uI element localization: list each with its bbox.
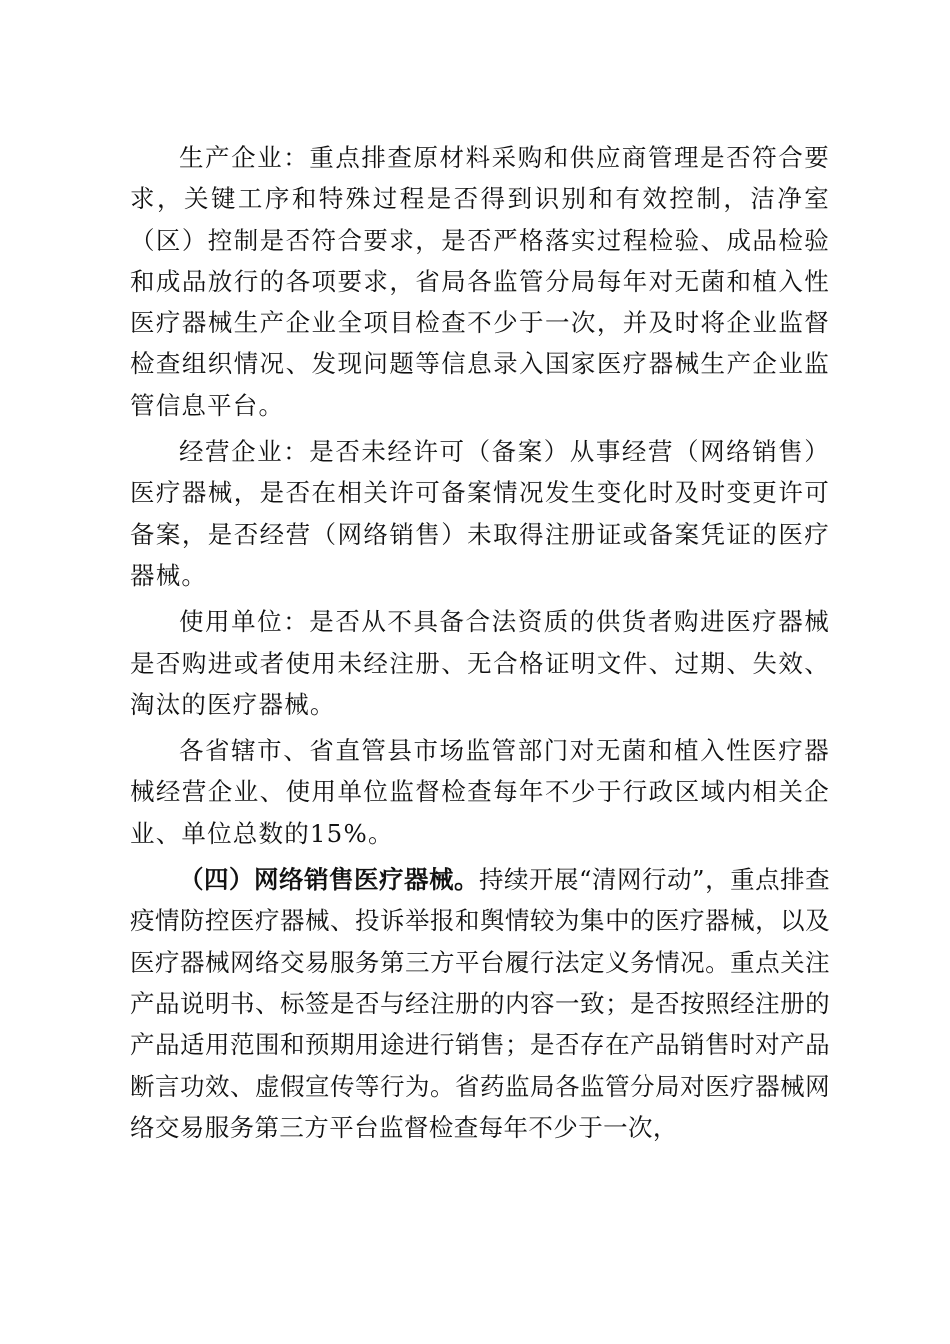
- paragraph-user-units: 使用单位：是否从不具备合法资质的供货者购进医疗器械是否购进或者使用未经注册、无合格证明文件、过期、失效、淘汰的医疗器械。: [130, 607, 830, 719]
- online-sales-text: 持续开展“清网行动”，重点排查疫情防控医疗器械、投诉举报和舆情较为集中的医疗器械，以及医疗器械网络交易服务第三方平台履行法定义务情况。重点关注产品说明书、标签是否与经注册的内容一致；是否按照经注册的产品适用范围和预期用途进行销售；是否存在产品销售时对产品断言功效、虚假宣传等行为。省药监局各监管分局对医疗器械网络交易服务第三方平台监督检查每年不少于一次，: [130, 865, 830, 1142]
- section-heading-online-sales: （四）网络销售医疗器械。: [179, 865, 480, 895]
- paragraph-production-enterprises: 生产企业：重点排查原材料采购和供应商管理是否符合要求，关键工序和特殊过程是否得到识别和有效控制，洁净室（区）控制是否符合要求，是否严格落实过程检验、成品检验和成品放行的各项要求，省局各监管分局每年对无菌和植入性医疗器械生产企业全项目检查不少于一次，并及时将企业监督检查组织情况、发现问题等信息录入国家医疗器械生产企业监管信息平台。: [130, 143, 830, 420]
- paragraph-inspection-ratio: 各省辖市、省直管县市场监管部门对无菌和植入性医疗器械经营企业、使用单位监督检查每年不少于行政区域内相关企业、单位总数的15%。: [130, 736, 830, 848]
- paragraph-online-sales: [130, 859, 830, 1148]
- paragraph-business-enterprises: 经营企业：是否未经许可（备案）从事经营（网络销售）医疗器械，是否在相关许可备案情况发生变化时及时变更许可备案，是否经营（网络销售）未取得注册证或备案凭证的医疗器械。: [130, 437, 830, 590]
- document-body: [130, 137, 830, 1153]
